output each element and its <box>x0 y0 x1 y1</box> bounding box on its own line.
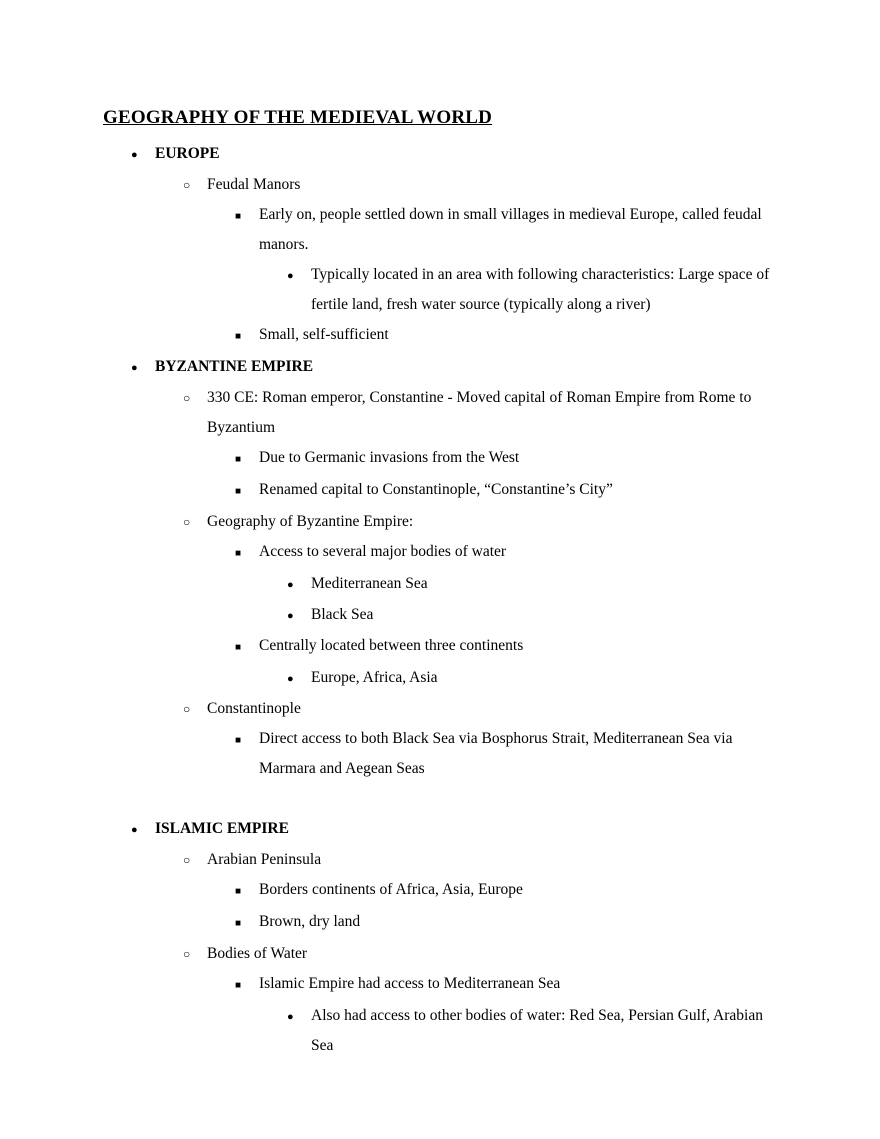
square-bullet-icon: ■ <box>235 642 242 653</box>
list-item <box>131 814 776 845</box>
list-item <box>235 875 776 907</box>
list-item-text: Renamed capital to Constantinople, “Constantine’s City” <box>259 481 613 498</box>
list-item-text: BYZANTINE EMPIRE <box>155 358 314 375</box>
list-item-text: Direct access to both Black Sea via Bosphorus Strait, Mediterranean Sea via Marmara and Aegean Seas <box>259 730 733 777</box>
list-item <box>287 569 776 600</box>
list-item <box>235 537 776 569</box>
circle-bullet-icon: ○ <box>183 853 191 867</box>
list-item <box>235 320 776 352</box>
disc-bullet-icon: ● <box>287 579 294 591</box>
list-item-text: EUROPE <box>155 145 220 162</box>
disc-bullet-icon: ● <box>131 824 138 836</box>
list-item <box>235 475 776 507</box>
list-item-text: Centrally located between three continents <box>259 637 524 654</box>
list-item-text: Islamic Empire had access to Mediterranean Sea <box>259 975 561 992</box>
circle-bullet-icon: ○ <box>183 178 191 192</box>
square-bullet-icon: ■ <box>235 211 242 222</box>
list-item <box>235 200 776 260</box>
square-bullet-icon: ■ <box>235 454 242 465</box>
circle-bullet-icon: ○ <box>183 947 191 961</box>
square-bullet-icon: ■ <box>235 980 242 991</box>
list-item-text: Brown, dry land <box>259 913 361 930</box>
square-bullet-icon: ■ <box>235 331 242 342</box>
list-item <box>235 724 776 784</box>
list-item-text: 330 CE: Roman emperor, Constantine - Moved capital of Roman Empire from Rome to Byzantium <box>207 389 752 436</box>
list-item <box>287 663 776 694</box>
square-bullet-icon: ■ <box>235 486 242 497</box>
list-item <box>131 139 776 170</box>
list-item <box>287 260 776 320</box>
circle-bullet-icon: ○ <box>183 702 191 716</box>
disc-bullet-icon: ● <box>287 270 294 282</box>
list-item <box>183 845 776 875</box>
circle-bullet-icon: ○ <box>183 515 191 529</box>
list-item-text: Small, self-sufficient <box>259 326 389 343</box>
list-item-text: Bodies of Water <box>207 945 308 962</box>
list-item-text: Europe, Africa, Asia <box>311 669 438 686</box>
list-item-text: Borders continents of Africa, Asia, Europe <box>259 881 523 898</box>
square-bullet-icon: ■ <box>235 886 242 897</box>
list-item <box>131 352 776 383</box>
list-item-text: Feudal Manors <box>207 176 301 193</box>
list-item <box>235 443 776 475</box>
list-item <box>183 939 776 969</box>
square-bullet-icon: ■ <box>235 548 242 559</box>
list-item <box>235 631 776 663</box>
list-item-text: Due to Germanic invasions from the West <box>259 449 520 466</box>
disc-bullet-icon: ● <box>131 149 138 161</box>
list-item-text: Access to several major bodies of water <box>259 543 507 560</box>
list-item-text: Constantinople <box>207 700 301 717</box>
circle-bullet-icon: ○ <box>183 391 191 405</box>
disc-bullet-icon: ● <box>287 610 294 622</box>
disc-bullet-icon: ● <box>131 362 138 374</box>
square-bullet-icon: ■ <box>235 918 242 929</box>
page-title: GEOGRAPHY OF THE MEDIEVAL WORLD <box>103 107 493 128</box>
document-list <box>103 139 776 1061</box>
list-item-text: Black Sea <box>311 606 374 623</box>
list-item <box>287 600 776 631</box>
list-item <box>287 1001 776 1061</box>
disc-bullet-icon: ● <box>287 1011 294 1023</box>
list-item-text: ISLAMIC EMPIRE <box>155 820 289 837</box>
list-item-text: Geography of Byzantine Empire: <box>207 513 414 530</box>
square-bullet-icon: ■ <box>235 735 242 746</box>
disc-bullet-icon: ● <box>287 673 294 685</box>
list-item <box>235 907 776 939</box>
list-item-text: Also had access to other bodies of water: Red Sea, Persian Gulf, Arabian Sea <box>311 1007 763 1054</box>
list-item-text: Typically located in an area with following characteristics: Large space of fertile land, fresh water source (typically along a river) <box>311 266 770 313</box>
list-item-text: Mediterranean Sea <box>311 575 428 592</box>
list-item-text: Arabian Peninsula <box>207 851 322 868</box>
list-item <box>183 507 776 537</box>
list-item <box>183 694 776 724</box>
list-item <box>235 969 776 1001</box>
list-item <box>183 170 776 200</box>
list-item <box>183 383 776 443</box>
list-item-text: Early on, people settled down in small villages in medieval Europe, called feudal manors. <box>259 206 762 253</box>
